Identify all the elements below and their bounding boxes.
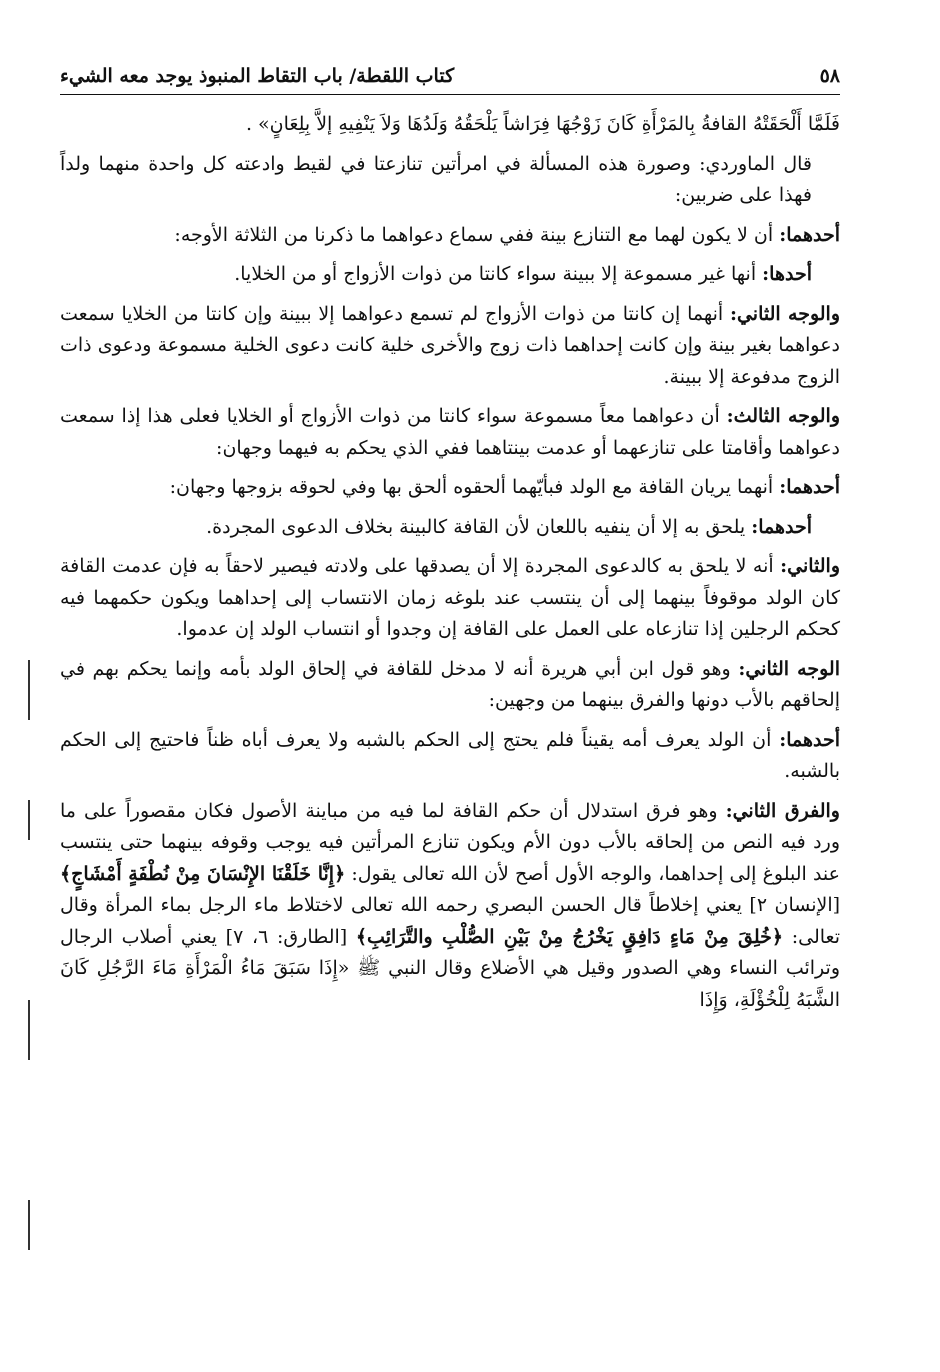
paragraph-6: [60, 401, 840, 464]
paragraph-text: وهو فرق استدلال أن حكم القافة لما فيه من مباينة الأصول فكان مقصوراً على ما ورد فيه النص من إلحاقه بالأب دون الأم ويكون تنازع المرأتين فيه يوجب وقوفه بينهما حتى ينتسب عند البلوغ إلى إحداهما، والوجه الأول أصح لأن الله تعالى يقول:: [60, 799, 840, 885]
paragraph-12: [60, 796, 840, 1017]
paragraph-text: أن الولد يعرف أمه يقيناً فلم يحتج إلى الحكم بالشبه ولا يعرف أباه ظناً فاحتيج إلى الحكم بالشبه.: [60, 728, 840, 782]
paragraph-9: [60, 551, 840, 646]
paragraph-text: أنهما يريان القافة مع الولد فبأيّهما ألحقوه ألحق بها وفي لحوقه بزوجها وجهان:: [169, 476, 780, 498]
paragraph-11: [60, 725, 840, 788]
paragraph-7: [60, 472, 840, 504]
paragraph-lead: أحدهما:: [779, 223, 840, 246]
paragraph-text: أنهما إن كانتا من ذوات الأزواج لم تسمع دعواهما إلا ببينة وإن كانتا من الخلايا سمعت دعواهما بغير بينة وإن كانت إحداهما ذات زوج والأخرى خلية كانت دعوى الخلية مسموعة ودعوى ذات الزوج مدفوعة إلا ببينة.: [60, 302, 840, 388]
paragraph-10: [60, 654, 840, 717]
paragraph-lead: أحدهما:: [751, 515, 812, 538]
paragraph-text: قال الماوردي: وصورة هذه المسألة في امرأتين تنازعتا في لقيط وادعته كل واحدة منهما ولداً فهذا على ضربين:: [60, 152, 812, 206]
paragraph-3: [60, 220, 840, 252]
paragraph-text: أن لا يكون لهما مع التنازع بينة ففي سماع دعواهما ما ذكرنا من الثلاثة الأوجه:: [174, 223, 780, 246]
paragraph-8: [60, 512, 840, 544]
paragraph-text: أن دعواهما معاً مسموعة سواء كانتا من ذوات الأزواج أو الخلايا فعلى هذا إذا سمعت دعواهما وأقامتا على تنازعهما أو عدمت بينتاهما ففي الذي يحكم به فيهما وجهان:: [60, 405, 840, 459]
paragraph-lead: أحدهما:: [779, 476, 840, 498]
paragraph-text: أنها غير مسموعة إلا ببينة سواء كانتا من ذوات الأزواج أو من الخلايا.: [234, 263, 763, 285]
running-title: كتاب اللقطة/ باب التقاط المنبوذ يوجد معه الشيء: [60, 65, 455, 87]
paragraph-text: فَلَمَّا أَلْحَقَتْهُ القافةُ بِالمَرْأَةِ كَانَ زَوْجُهَا فِرَاشاً يَلْحَقُهُ وَلَدُهَا وَلاَ يَنْفِيهِ إلاَّ بِلِعَانٍ» .: [245, 113, 840, 135]
paragraph-2: [60, 149, 840, 212]
page-header: [60, 58, 840, 95]
paragraph-lead: أحدها:: [762, 263, 812, 285]
paragraph-text: [الطارق: ٦، ٧] يعني أصلاب الرجال وترائب النساء وهي الصدور وقيل هي الأضلاع وقال النبي ﷺ «إِذَا سَبَقَ مَاءُ الْمَرْأَةِ مَاءَ الرَّجُلِ كَانَ الشَّبَهُ لِلْخُؤْلَةِ، وَإِذَا: [60, 925, 840, 1011]
paragraph-text: يلحق به إلا أن ينفيه باللعان لأن القافة كالبينة بخلاف الدعوى المجردة.: [206, 515, 752, 538]
paragraph-lead: والوجه الثاني:: [729, 302, 841, 325]
margin-mark: [28, 660, 30, 720]
paragraph-lead: الوجه الثاني:: [738, 657, 840, 680]
page-body: [60, 109, 840, 1016]
paragraph-text: [الإنسان ٢] يعني إخلاطاً قال الحسن البصري رحمه الله تعالى لاختلاط ماء الرجل بماء المرأة وقال تعالى:: [60, 894, 841, 948]
margin-mark: [28, 800, 30, 840]
paragraph-text: أنه لا يلحق به كالدعوى المجردة إلا أن يصدقها على ولادته فيصير لاحقاً به فإن عدمت القافة كان الولد موقوفاً بينهما إلى أن ينتسب عند بلوغه زمان الانتساب إلى إحداهما ويكون حكمهما فيه كحكم الرجلين إذا تنازعاه على العمل على القافة إن وجدوا أو انتساب الولد إن عدموا.: [60, 555, 840, 640]
paragraph-text: وهو قول ابن أبي هريرة أنه لا مدخل للقافة في إلحاق الولد بأمه وإنما يحكم بهم في إلحاقهم بالأب دونها والفرق بينهما من وجهين:: [60, 657, 840, 711]
page-number: ٥٨: [819, 65, 840, 87]
paragraph-lead: أحدهما:: [779, 728, 840, 751]
paragraph-1: [60, 109, 840, 141]
quran-verse: ﴿إِنَّا خَلَقْنَا الإِنْسَانَ مِنْ نُطْفَةٍ أَمْشَاجٍ﴾: [60, 862, 346, 885]
paragraph-lead: والفرق الثاني:: [725, 799, 840, 822]
paragraph-lead: والثاني:: [780, 555, 840, 577]
paragraph-4: [60, 259, 840, 291]
document-page: [60, 58, 840, 1348]
margin-mark: [28, 1000, 30, 1060]
quran-verse: ﴿خُلِقَ مِنْ مَاءٍ دَافِقٍ يَخْرُجُ مِنْ بَيْنِ الصُّلْبِ والتَّرَائِبِ﴾: [355, 925, 784, 948]
margin-mark: [28, 1200, 30, 1250]
paragraph-lead: والوجه الثالث:: [726, 405, 841, 427]
paragraph-5: [60, 299, 840, 394]
